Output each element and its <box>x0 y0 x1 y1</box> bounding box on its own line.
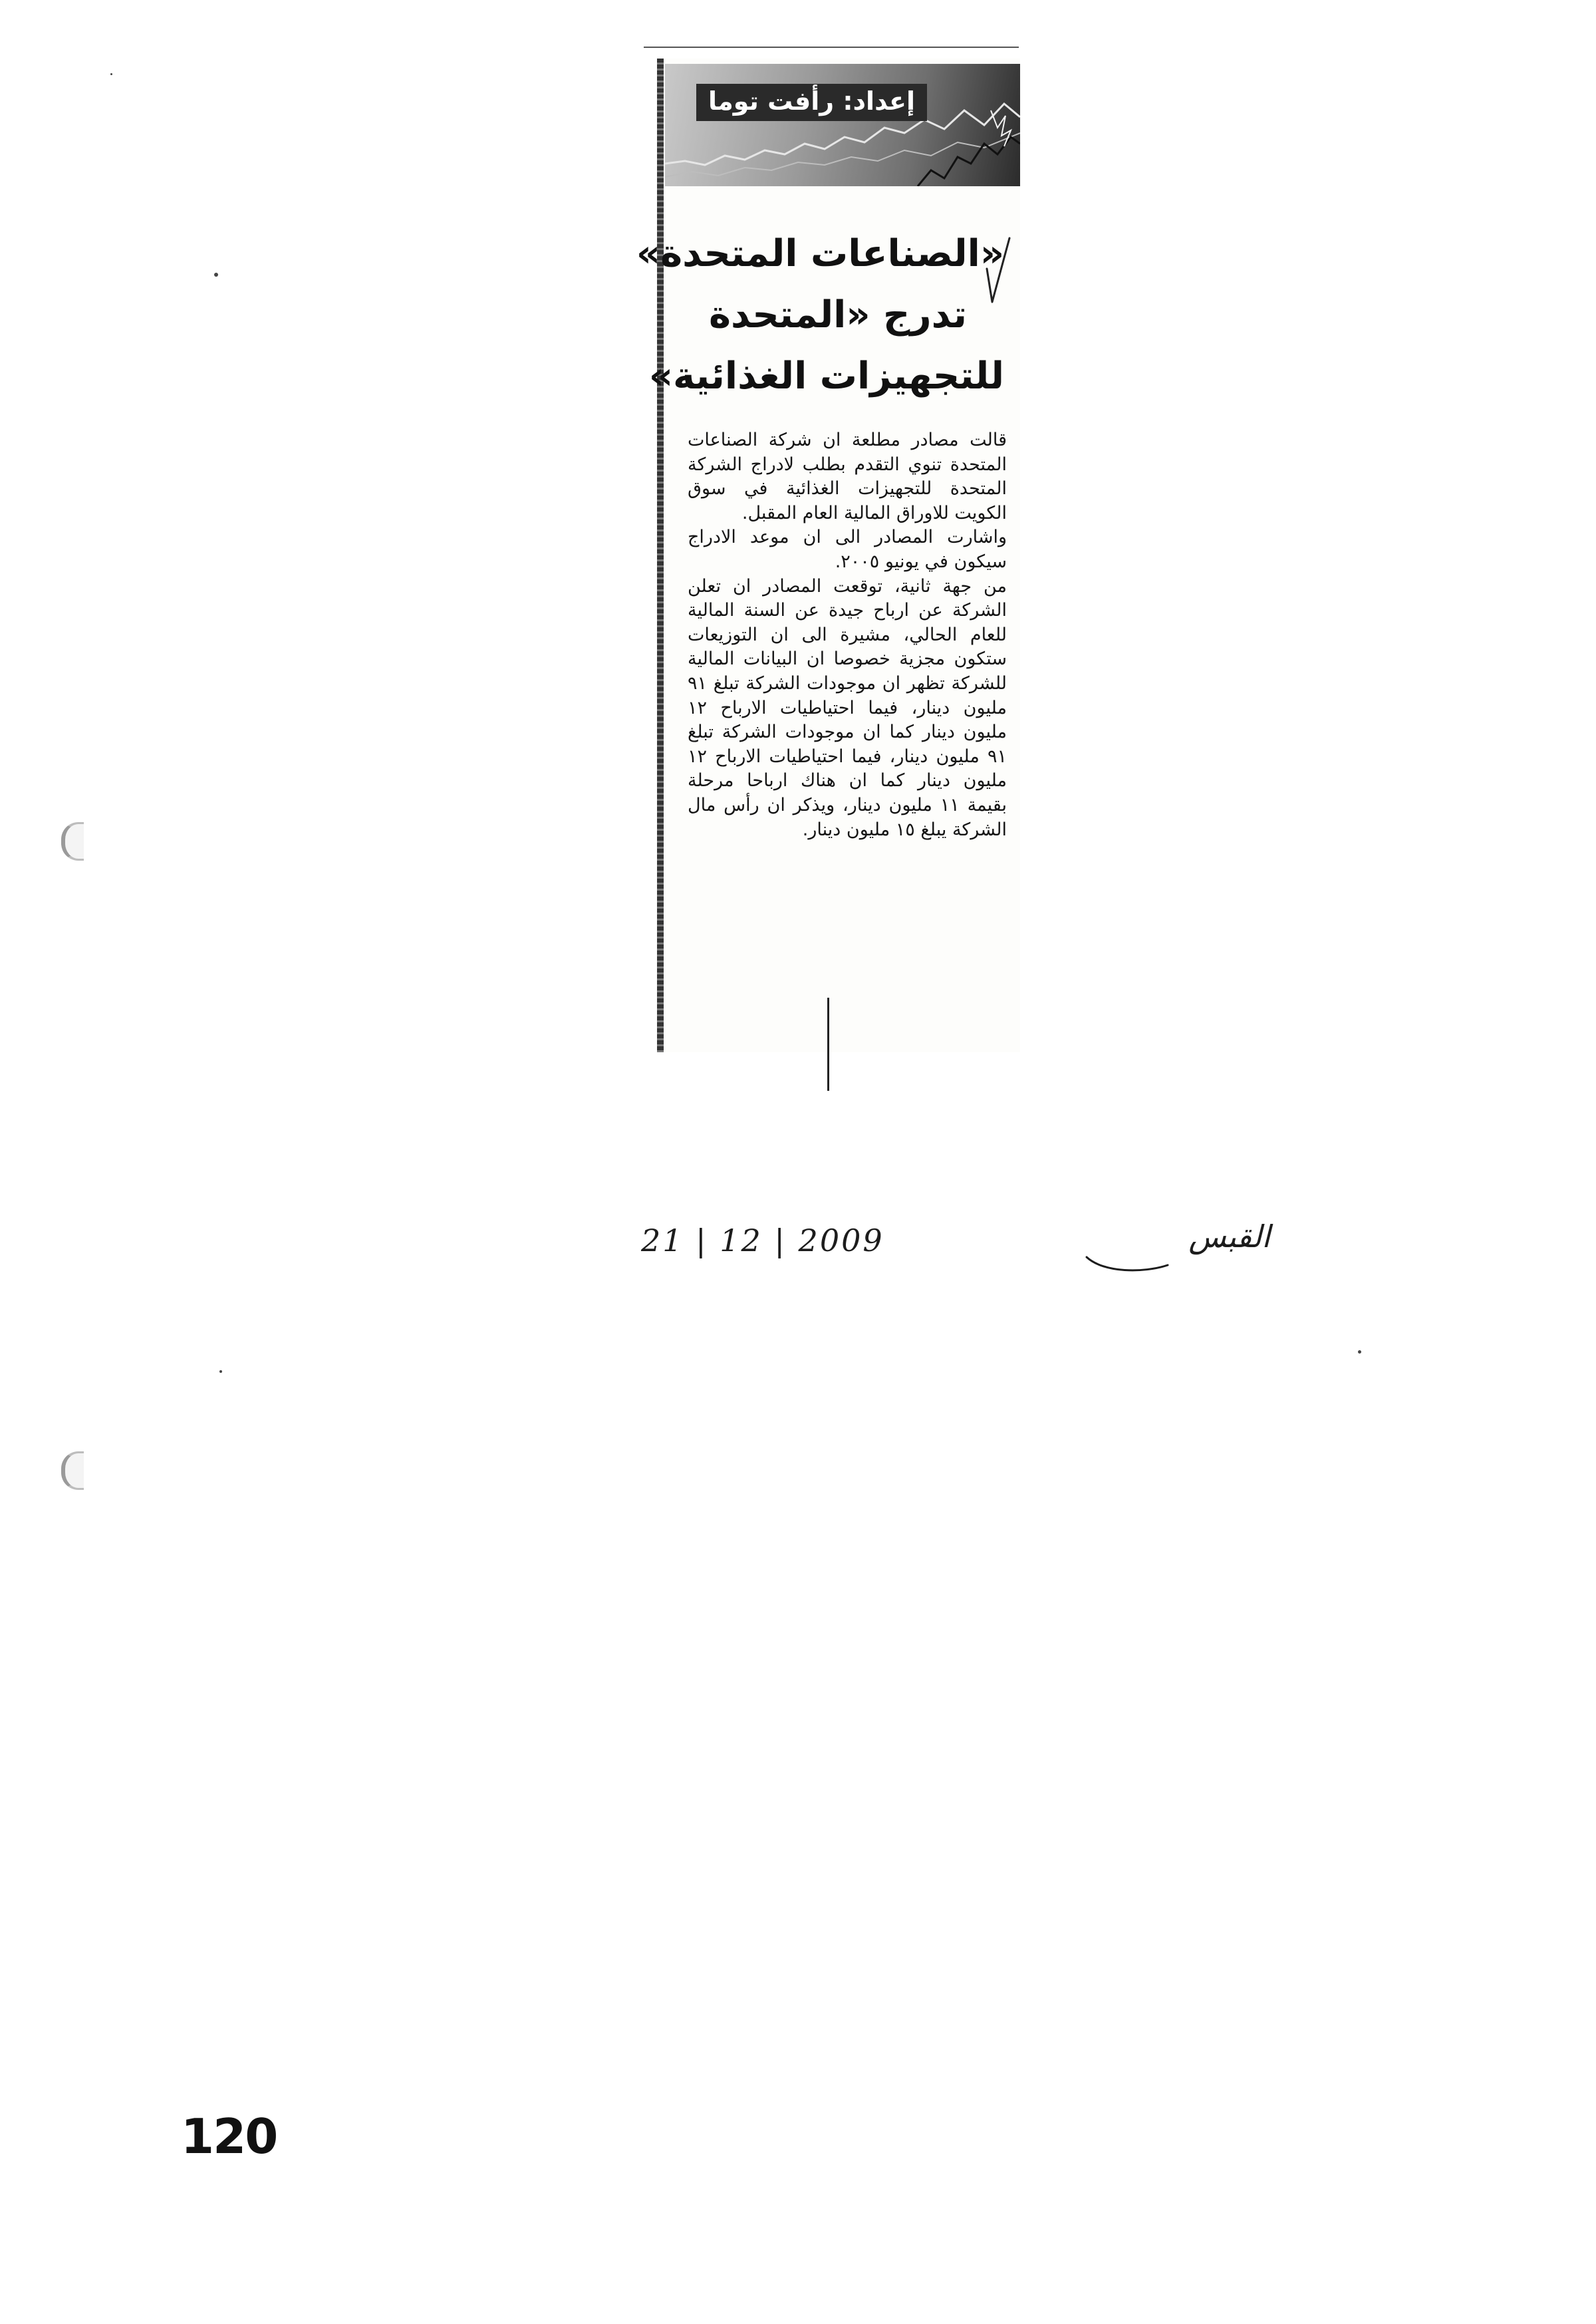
pen-mark <box>827 998 829 1091</box>
handwriting-stroke <box>1084 1250 1170 1277</box>
byline-label: إعداد: رأفت توما <box>696 84 927 121</box>
column-banner <box>665 64 1020 186</box>
clipping-column-rule <box>657 59 664 1052</box>
scan-speck <box>1358 1350 1361 1354</box>
scan-speck <box>219 1370 222 1373</box>
body-paragraph: واشارت المصادر الى ان موعد الادراج سيكون في يونيو ٢٠٠٥. <box>688 527 1007 572</box>
scan-speck <box>110 73 112 75</box>
article-headline <box>636 223 1004 407</box>
article-body <box>688 428 1007 842</box>
headline-line-1: «الصناعات المتحدة» <box>636 232 1004 275</box>
punch-hole <box>61 1451 84 1490</box>
punch-hole <box>61 822 84 861</box>
headline-line-2: تدرج «المتحدة <box>708 293 968 337</box>
clipping-top-rule <box>644 47 1019 48</box>
page-number: 120 <box>181 2108 277 2164</box>
body-paragraph: قالت مصادر مطلعة ان شركة الصناعات المتحدة تنوي التقدم بطلب لادراج الشركة المتحدة للتجهيزات الغذائية في سوق الكويت للاوراق المالية العام المقبل. <box>688 430 1007 523</box>
scan-speck <box>214 273 218 277</box>
stock-chart-graphic <box>665 64 1020 186</box>
handwritten-date: 21 | 12 | 2009 <box>641 1223 884 1258</box>
body-paragraph: من جهة ثانية، توقعت المصادر ان تعلن الشركة عن ارباح جيدة عن السنة المالية للعام الحالي، مشيرة الى ان التوزيعات ستكون مجزية خصوصا ان البيانات المالية للشركة تظهر ان موجودات الشركة تبلغ ٩١ مليون دينار، فيما احتياطيات الارباح ١٢ مليون دينار كما ان موجودات الشركة تبلغ ٩١ مليون دينار، فيما احتياطيات الارباح ١٢ مليون دينار كما ان هناك ارباحا مرحلة بقيمة ١١ مليون دينار، ويذكر ان رأس مال الشركة يبلغ ١٥ مليون دينار. <box>688 575 1007 840</box>
handwritten-source: القبس <box>1188 1219 1270 1254</box>
headline-line-3: للتجهيزات الغذائية» <box>648 355 1004 398</box>
